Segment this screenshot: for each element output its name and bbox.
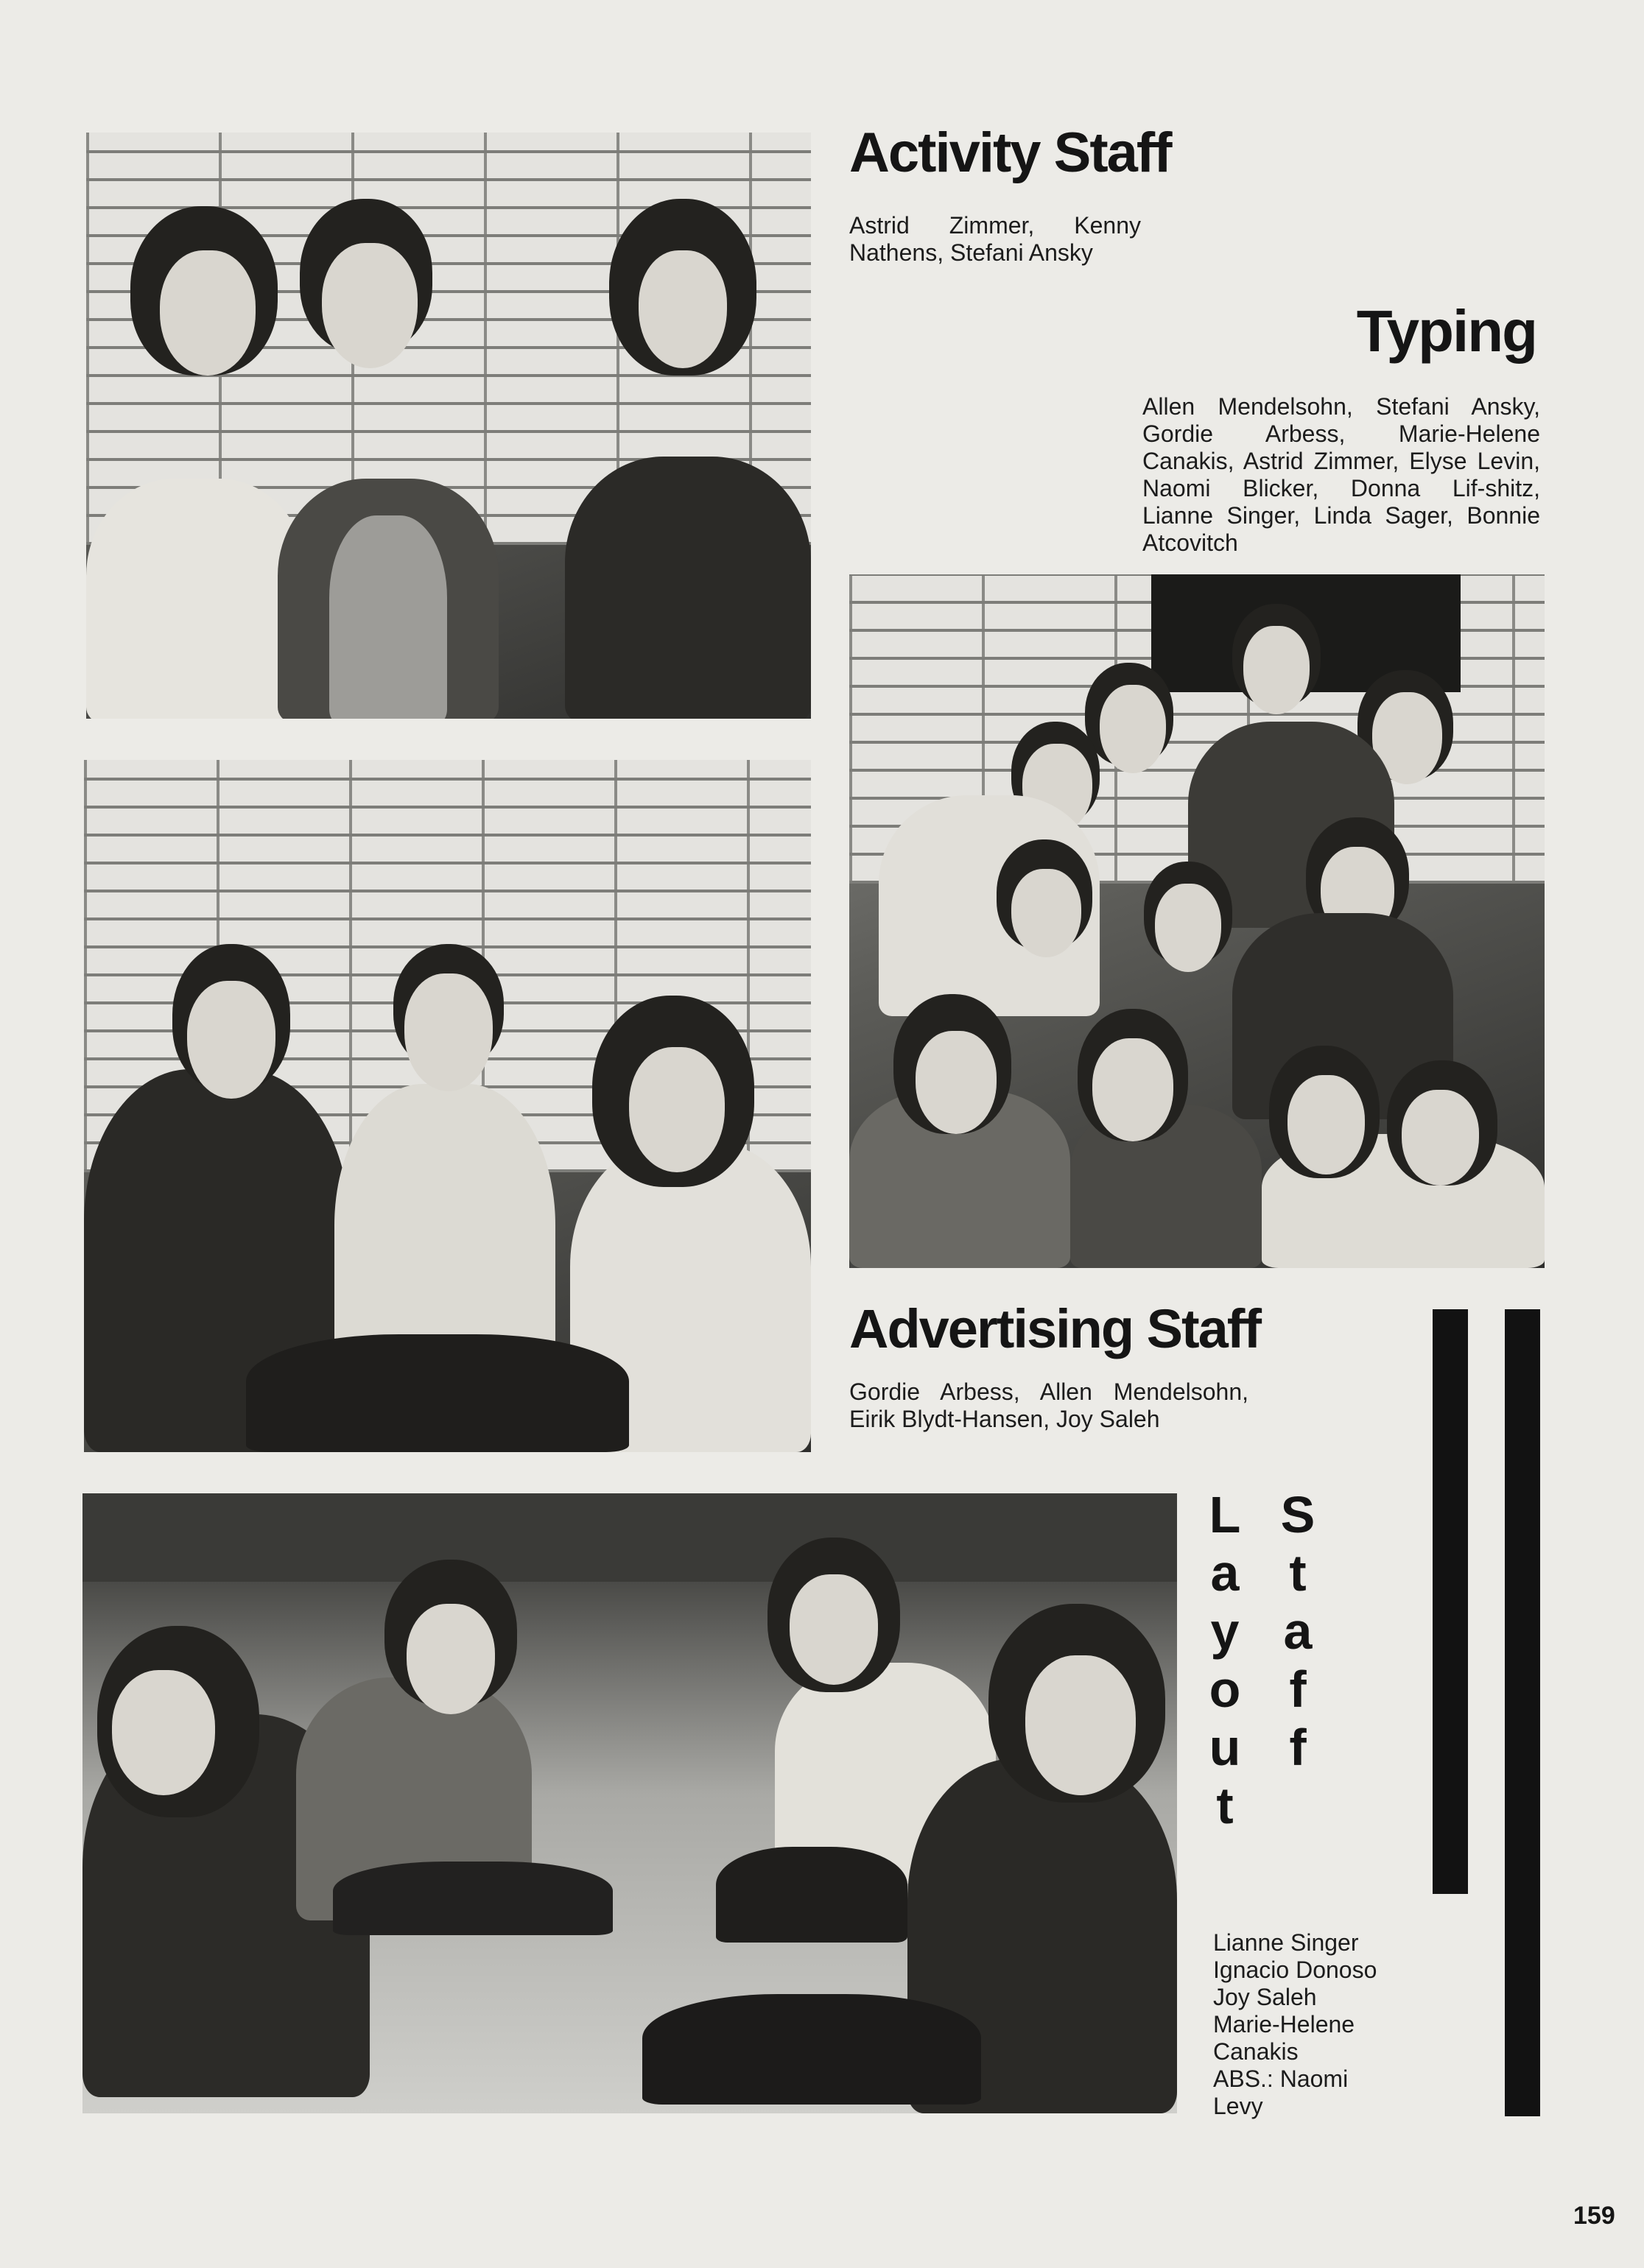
typing-group-photo bbox=[849, 574, 1545, 1268]
staff-letter: a bbox=[1283, 1602, 1313, 1660]
page-number: 159 bbox=[1573, 2202, 1615, 2230]
caption-line: Joy Saleh bbox=[1213, 1984, 1317, 2010]
layout-letter: o bbox=[1209, 1660, 1241, 1718]
layout-letter: t bbox=[1216, 1777, 1234, 1834]
caption-line: Canakis bbox=[1213, 2038, 1299, 2065]
activity-staff-photo bbox=[86, 133, 811, 719]
advertising-staff-title: Advertising Staff bbox=[849, 1298, 1261, 1359]
activity-staff-title: Activity Staff bbox=[849, 122, 1171, 184]
layout-letter: y bbox=[1210, 1602, 1240, 1660]
caption-line: Marie-Helene bbox=[1213, 2011, 1355, 2038]
caption-line: Ignacio Donoso bbox=[1213, 1957, 1377, 1983]
caption-line: Lianne Singer bbox=[1213, 1929, 1359, 1956]
decorative-bar-right bbox=[1505, 1309, 1540, 2116]
caption-line: ABS.: Naomi bbox=[1213, 2066, 1349, 2092]
advertising-staff-caption: Gordie Arbess, Allen Mendelsohn, Eirik Blydt-Hansen, Joy Saleh bbox=[849, 1378, 1248, 1432]
typing-title: Typing bbox=[1356, 298, 1536, 364]
layout-letter: u bbox=[1209, 1719, 1241, 1776]
typing-caption: Allen Mendelsohn, Stefani Ansky, Gordie Arbess, Marie-Helene Canakis, Astrid Zimmer, Elyse Levin, Naomi Blicker, Donna Lif-shitz, Lianne Singer, Linda Sager, Bonnie Atcovitch bbox=[1142, 393, 1540, 556]
staff-letter: S bbox=[1280, 1486, 1315, 1543]
caption-line: Levy bbox=[1213, 2093, 1263, 2119]
layout-letter: a bbox=[1210, 1544, 1240, 1602]
layout-staff-caption bbox=[1213, 1929, 1405, 2120]
layout-staff-photo bbox=[82, 1493, 1177, 2113]
staff-word-vertical bbox=[1276, 1486, 1320, 1777]
decorative-bar-left bbox=[1433, 1309, 1468, 1894]
staff-letter: f bbox=[1289, 1719, 1307, 1776]
layout-letter: L bbox=[1209, 1486, 1241, 1543]
advertising-staff-photo bbox=[84, 760, 811, 1452]
layout-word-vertical bbox=[1203, 1486, 1247, 1835]
activity-staff-caption: Astrid Zimmer, Kenny Nathens, Stefani Ansky bbox=[849, 212, 1141, 266]
staff-letter: f bbox=[1289, 1660, 1307, 1718]
staff-letter: t bbox=[1289, 1544, 1307, 1602]
